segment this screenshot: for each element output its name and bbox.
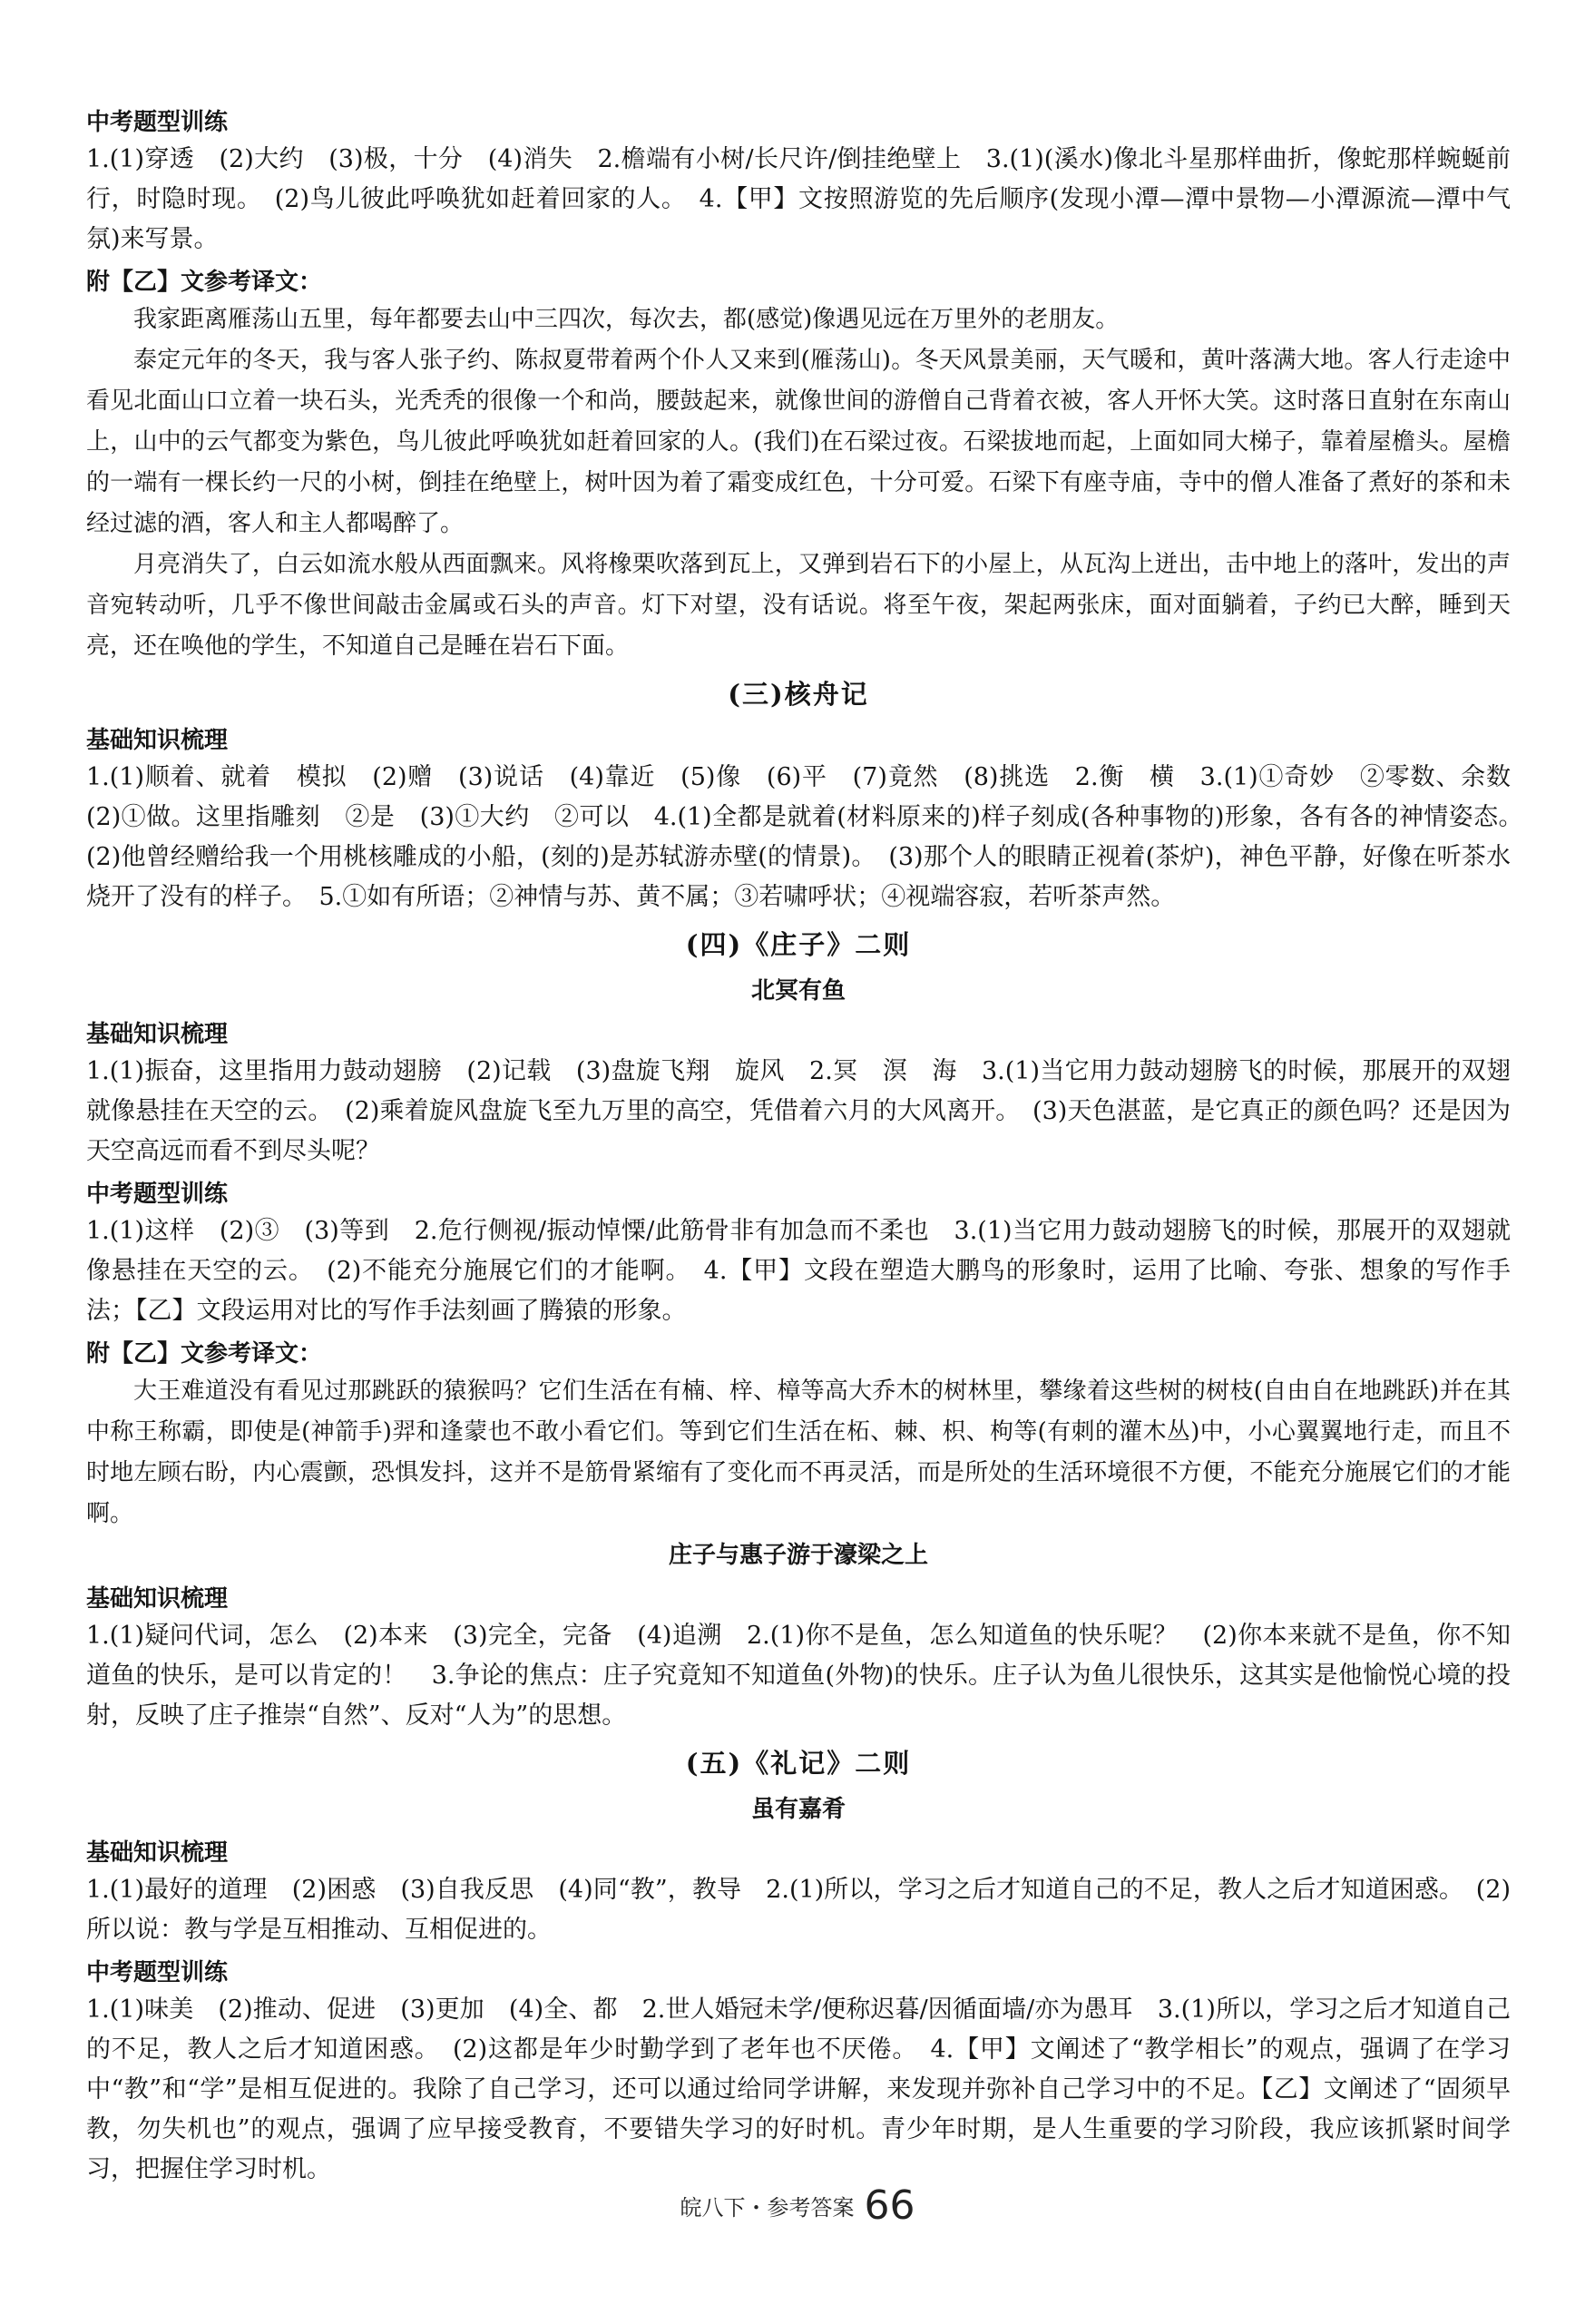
translation-paragraph: 大王难道没有看见过那跳跃的猿猴吗？它们生活在有楠、梓、樟等高大乔木的树林里，攀缘着这些树的树枝(自由自在地跳跃)并在其中称王称霸，即使是(神箭手)羿和逢蒙也不敢小看它们。等到它们生活在柘、棘、枳、枸等(有刺的灌木丛)中，小心翼翼地行走，而且不时地左顾右盼，内心震颤，恐惧发抖，这并不是筋骨紧缩有了变化而不再灵活，而是所处的生活环境很不方便，不能充分施展它们的才能啊。 [86,1378,1511,1527]
lesson-title: (四)《庄子》二则 [685,929,912,960]
text-subtitle: 虽有嘉肴 [750,1796,846,1823]
translation-heading: 附【乙】文参考译文： [86,1340,323,1368]
page-number: 66 [864,2182,915,2229]
section-heading: 中考题型训练 [86,1181,229,1208]
section-heading: 中考题型训练 [86,109,229,136]
text-subtitle: 北冥有鱼 [750,977,846,1005]
text-subtitle: 庄子与惠子游于濠梁之上 [668,1542,928,1569]
translation-heading: 附【乙】文参考译文： [86,269,323,296]
translation-paragraph: 月亮消失了，白云如流水般从西面飘来。风将橡栗吹落到瓦上，又弹到岩石下的小屋上，从瓦沟上迸出，击中地上的落叶，发出的声音宛转动听，几乎不像世间敲击金属或石头的声音。灯下对望，没有话说。将至午夜，架起两张床，面对面躺着，子约已大醉，睡到天亮，还在唤他的学生，不知道自己是睡在岩石下面。 [86,551,1511,660]
translation-paragraph: 我家距离雁荡山五里，每年都要去山中三四次，每次去，都(感觉)像遇见远在万里外的老朋友。 [133,306,1120,333]
answer-paragraph: 1.(1)最好的道理 (2)困惑 (3)自我反思 (4)同“教”，教导 2.(1)所以，学习之后才知道自己的不足，教人之后才知道困惑。 (2)所以说：教与学是互相推动、互相促进的。 [86,1876,1511,1944]
answer-paragraph: 1.(1)振奋，这里指用力鼓动翅膀 (2)记载 (3)盘旋飞翔 旋风 2.冥 溟 海 3.(1)当它用力鼓动翅膀飞的时候，那展开的双翅就像悬挂在天空的云。 (2)乘着旋风盘旋飞至九万里的高空，凭借着六月的大风离开。 (3)天色湛蓝，是它真正的颜色吗？还是因为天空高远而看不到尽头呢？ [86,1057,1511,1165]
answer-page [86,100,1535,2190]
answer-paragraph: 1.(1)这样 (2)③ (3)等到 2.危行侧视/振动悼慄/此筋骨非有加急而不柔也 3.(1)当它用力鼓动翅膀飞的时候，那展开的双翅就像悬挂在天空的云。 (2)不能充分施展它们的才能啊。 4.【甲】文段在塑造大鹏鸟的形象时，运用了比喻、夸张、想象的写作手法；【乙】文段运用对比的写作手法刻画了腾猿的形象。 [86,1217,1511,1325]
lesson-title: (三)核舟记 [728,679,869,710]
section-heading: 基础知识梳理 [86,1021,229,1048]
page-footer [0,2182,1595,2229]
footer-label: 皖八下・参考答案 [680,2195,855,2221]
translation-paragraph: 泰定元年的冬天，我与客人张子约、陈叔夏带着两个仆人又来到(雁荡山)。冬天风景美丽，天气暖和，黄叶落满大地。客人行走途中看见北面山口立着一块石头，光秃秃的很像一个和尚，腰鼓起来，就像世间的游僧自己背着衣被，客人开怀大笑。这时落日直射在东南山上，山中的云气都变为紫色，鸟儿彼此呼唤犹如赶着回家的人。(我们)在石梁过夜。石梁拔地而起，上面如同大梯子，靠着屋檐头。屋檐的一端有一棵长约一尺的小树，倒挂在绝壁上，树叶因为着了霜变成红色，十分可爱。石梁下有座寺庙，寺中的僧人准备了煮好的茶和未经过滤的酒，客人和主人都喝醉了。 [86,347,1511,537]
lesson-title: (五)《礼记》二则 [685,1748,912,1779]
section-heading: 中考题型训练 [86,1959,229,1986]
answer-paragraph: 1.(1)疑问代词，怎么 (2)本来 (3)完全，完备 (4)追溯 2.(1)你不是鱼，怎么知道鱼的快乐呢？ (2)你本来就不是鱼，你不知道鱼的快乐，是可以肯定的！ 3.争论的焦点：庄子究竟知不知道鱼(外物)的快乐。庄子认为鱼儿很快乐，这其实是他愉悦心境的投射，反映了庄子推崇“自然”、反对“人为”的思想。 [86,1622,1511,1730]
answer-paragraph: 1.(1)穿透 (2)大约 (3)极，十分 (4)消失 2.檐端有小树/长尺许/倒挂绝壁上 3.(1)(溪水)像北斗星那样曲折，像蛇那样蜿蜒前行，时隐时现。 (2)鸟儿彼此呼唤犹如赶着回家的人。 4.【甲】文按照游览的先后顺序(发现小潭—潭中景物—小潭源流—潭中气氛)来写景。 [86,145,1511,253]
answer-paragraph: 1.(1)顺着、就着 模拟 (2)赠 (3)说话 (4)靠近 (5)像 (6)平 (7)竟然 (8)挑选 2.衡 横 3.(1)①奇妙 ②零数、余数 (2)①做。这里指雕刻 ②是 (3)①大约 ②可以 4.(1)全都是就着(材料原来的)样子刻成(各种事物的)形象，各有各的神情姿态。 (2)他曾经赠给我一个用桃核雕成的小船，(刻的)是苏轼游赤壁(的情景)。 (3)那个人的眼睛正视着(茶炉)，神色平静，好像在听茶水烧开了没有的样子。 5.①如有所语；②神情与苏、黄不属；③若啸呼状；④视端容寂，若听茶声然。 [86,763,1535,911]
section-heading: 基础知识梳理 [86,727,229,754]
section-heading: 基础知识梳理 [86,1839,229,1867]
answer-paragraph: 1.(1)味美 (2)推动、促进 (3)更加 (4)全、都 2.世人婚冠未学/便称迟暮/因循面墙/亦为愚耳 3.(1)所以，学习之后才知道自己的不足，教人之后才知道困惑。 (2)这都是年少时勤学到了老年也不厌倦。 4.【甲】文阐述了“教学相长”的观点，强调了在学习中“教”和“学”是相互促进的。我除了自己学习，还可以通过给同学讲解，来发现并弥补自己学习中的不足。【乙】文阐述了“固须早教，勿失机也”的观点，强调了应早接受教育，不要错失学习的好时机。青少年时期，是人生重要的学习阶段，我应该抓紧时间学习，把握住学习时机。 [86,1996,1511,2183]
section-heading: 基础知识梳理 [86,1585,229,1613]
